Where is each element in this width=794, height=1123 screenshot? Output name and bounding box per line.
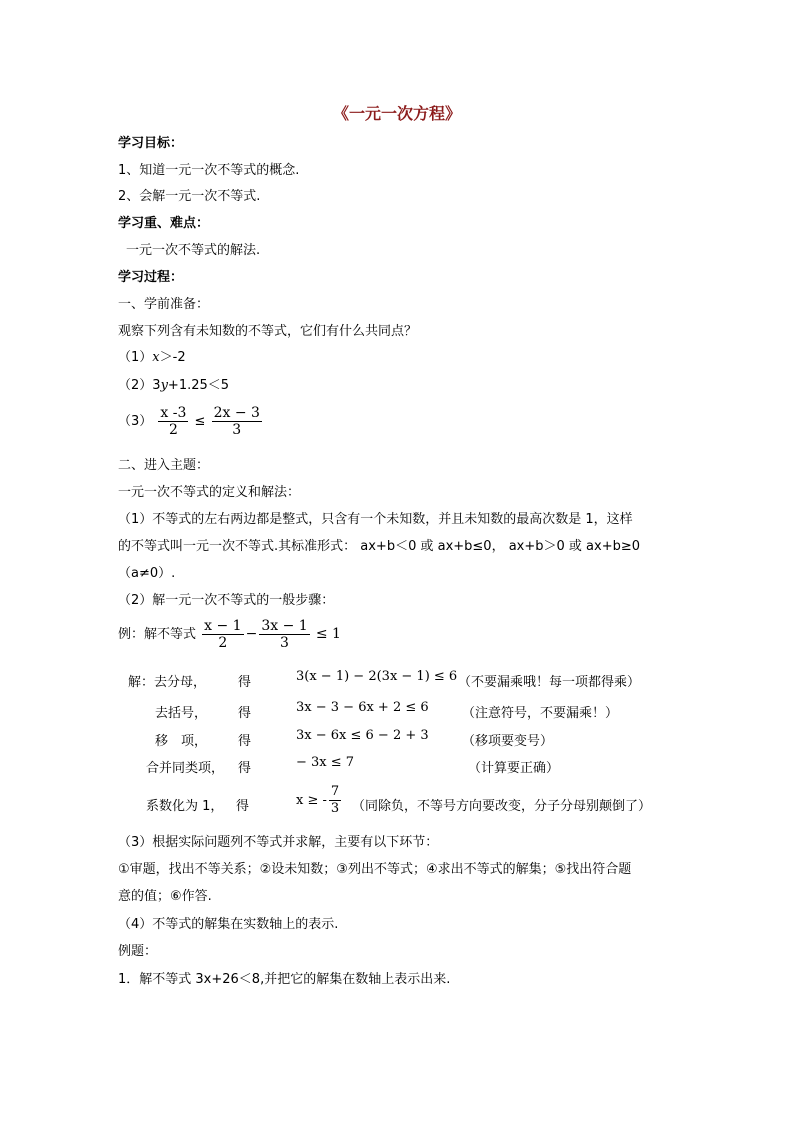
observe-question: 观察下列含有未知数的不等式，它们有什么共同点？ <box>118 324 418 339</box>
step-2-note: （注意符号，不要漏乘！） <box>462 706 619 721</box>
example-1-label: （1） <box>118 350 153 365</box>
inequality-example-2 <box>118 378 229 394</box>
fraction-numerator: x − 1 <box>204 618 242 634</box>
definition-heading: 一元一次不等式的定义和解法： <box>118 485 301 500</box>
step-1-name: 解：去分母， <box>128 675 207 690</box>
step-1-de: 得 <box>238 675 252 690</box>
fraction-numerator: x -3 <box>160 405 187 421</box>
step-5-note: （同除负，不等号方向要改变，分子分母别颠倒了） <box>352 799 652 814</box>
definition-1-line-1: （1）不等式的左右两边都是整式，只含有一个未知数，并且未知数的最高次数是 1，这样 <box>118 512 633 527</box>
part-2-heading: 二、进入主题： <box>118 458 210 473</box>
step-3-note: （移项要变号） <box>462 734 554 749</box>
example-2-coef: 3 <box>152 378 161 393</box>
example-3-fraction-left <box>158 405 188 438</box>
step-3-de: 得 <box>238 734 252 749</box>
definition-4: （4）不等式的解集在实数轴上的表示. <box>118 917 339 932</box>
goal-1: 1、知道一元一次不等式的概念. <box>118 163 300 178</box>
step-1-note: （不要漏乘哦！每一项都得乘） <box>458 675 641 690</box>
step-1-expression: 3(x − 1) − 2(3x − 1) ≤ 6 <box>296 669 458 684</box>
fraction-denominator: 2 <box>168 422 178 438</box>
step-5-fraction <box>329 784 341 817</box>
fraction-denominator: 3 <box>330 801 340 816</box>
example-label: 例：解不等式 <box>118 627 197 642</box>
example-fraction-2 <box>259 618 309 651</box>
step-4-name: 合并同类项， <box>146 761 225 776</box>
fraction-denominator: 3 <box>280 635 289 651</box>
fraction-numerator: 3x − 1 <box>261 618 308 634</box>
example-fraction-1 <box>202 618 243 651</box>
definition-3: （3）根据实际问题列不等式并求解，主要有以下环节： <box>118 835 439 850</box>
example-3-relation: ≤ <box>194 414 206 429</box>
goal-2: 2、会解一元一次不等式. <box>118 189 261 204</box>
learning-process-heading: 学习过程： <box>118 270 184 285</box>
example-minus: − <box>245 626 258 642</box>
key-points-heading: 学习重、难点： <box>118 216 210 231</box>
example-2-label: （2） <box>118 378 153 393</box>
definition-3-line-2: 意的值；⑥作答. <box>118 889 212 904</box>
definition-1-line-2: 的不等式叫一元一次不等式.其标准形式： ax+b＜0 或 ax+b≤0， ax+b＞0 或 ax+b≥0 <box>118 539 641 554</box>
example-1-relation: ＞-2 <box>159 350 186 365</box>
definition-1-line-3: （a≠0）. <box>118 566 176 581</box>
step-3-name: 移 项， <box>155 734 208 749</box>
fraction-numerator: 7 <box>330 784 340 799</box>
definition-2: （2）解一元一次不等式的一般步骤： <box>118 593 335 608</box>
worked-example <box>118 618 341 651</box>
step-4-expression: − 3x ≤ 7 <box>296 755 355 770</box>
step-5-x: x ≥ - <box>296 793 327 808</box>
step-3-expression: 3x − 6x ≤ 6 − 2 + 3 <box>296 728 429 743</box>
step-4-de: 得 <box>238 761 252 776</box>
definition-3-line-1: ①审题，找出不等关系；②设未知数；③列出不等式；④求出不等式的解集；⑤找出符合题 <box>118 862 632 877</box>
step-2-name: 去括号， <box>155 706 208 721</box>
fraction-denominator: 3 <box>232 422 242 438</box>
step-5-de: 得 <box>236 799 250 814</box>
example-3-label: （3） <box>118 414 153 429</box>
step-4-note: （计算要正确） <box>468 761 560 776</box>
example-1-variable: x <box>152 350 160 365</box>
example-2-variable: y <box>160 378 168 393</box>
inequality-example-3 <box>118 405 264 438</box>
inequality-example-1 <box>118 350 186 366</box>
part-1-heading: 一、学前准备： <box>118 297 210 312</box>
step-2-expression: 3x − 3 − 6x + 2 ≤ 6 <box>296 700 429 715</box>
fraction-numerator: 2x − 3 <box>213 405 260 421</box>
document-title: 《一元一次方程》 <box>332 104 461 123</box>
key-points-content: 一元一次不等式的解法. <box>126 243 261 258</box>
step-2-de: 得 <box>238 706 252 721</box>
examples-heading: 例题： <box>118 944 158 959</box>
step-5-name: 系数化为 1， <box>146 799 224 814</box>
learning-goals-heading: 学习目标： <box>118 136 184 151</box>
step-5-expression <box>296 784 343 817</box>
example-relation: ≤ 1 <box>315 626 341 642</box>
problem-1: 1．解不等式 3x+26＜8,并把它的解集在数轴上表示出来. <box>118 972 451 987</box>
example-3-fraction-right <box>212 405 262 438</box>
fraction-denominator: 2 <box>218 635 228 651</box>
example-2-relation: +1.25＜5 <box>167 378 230 393</box>
